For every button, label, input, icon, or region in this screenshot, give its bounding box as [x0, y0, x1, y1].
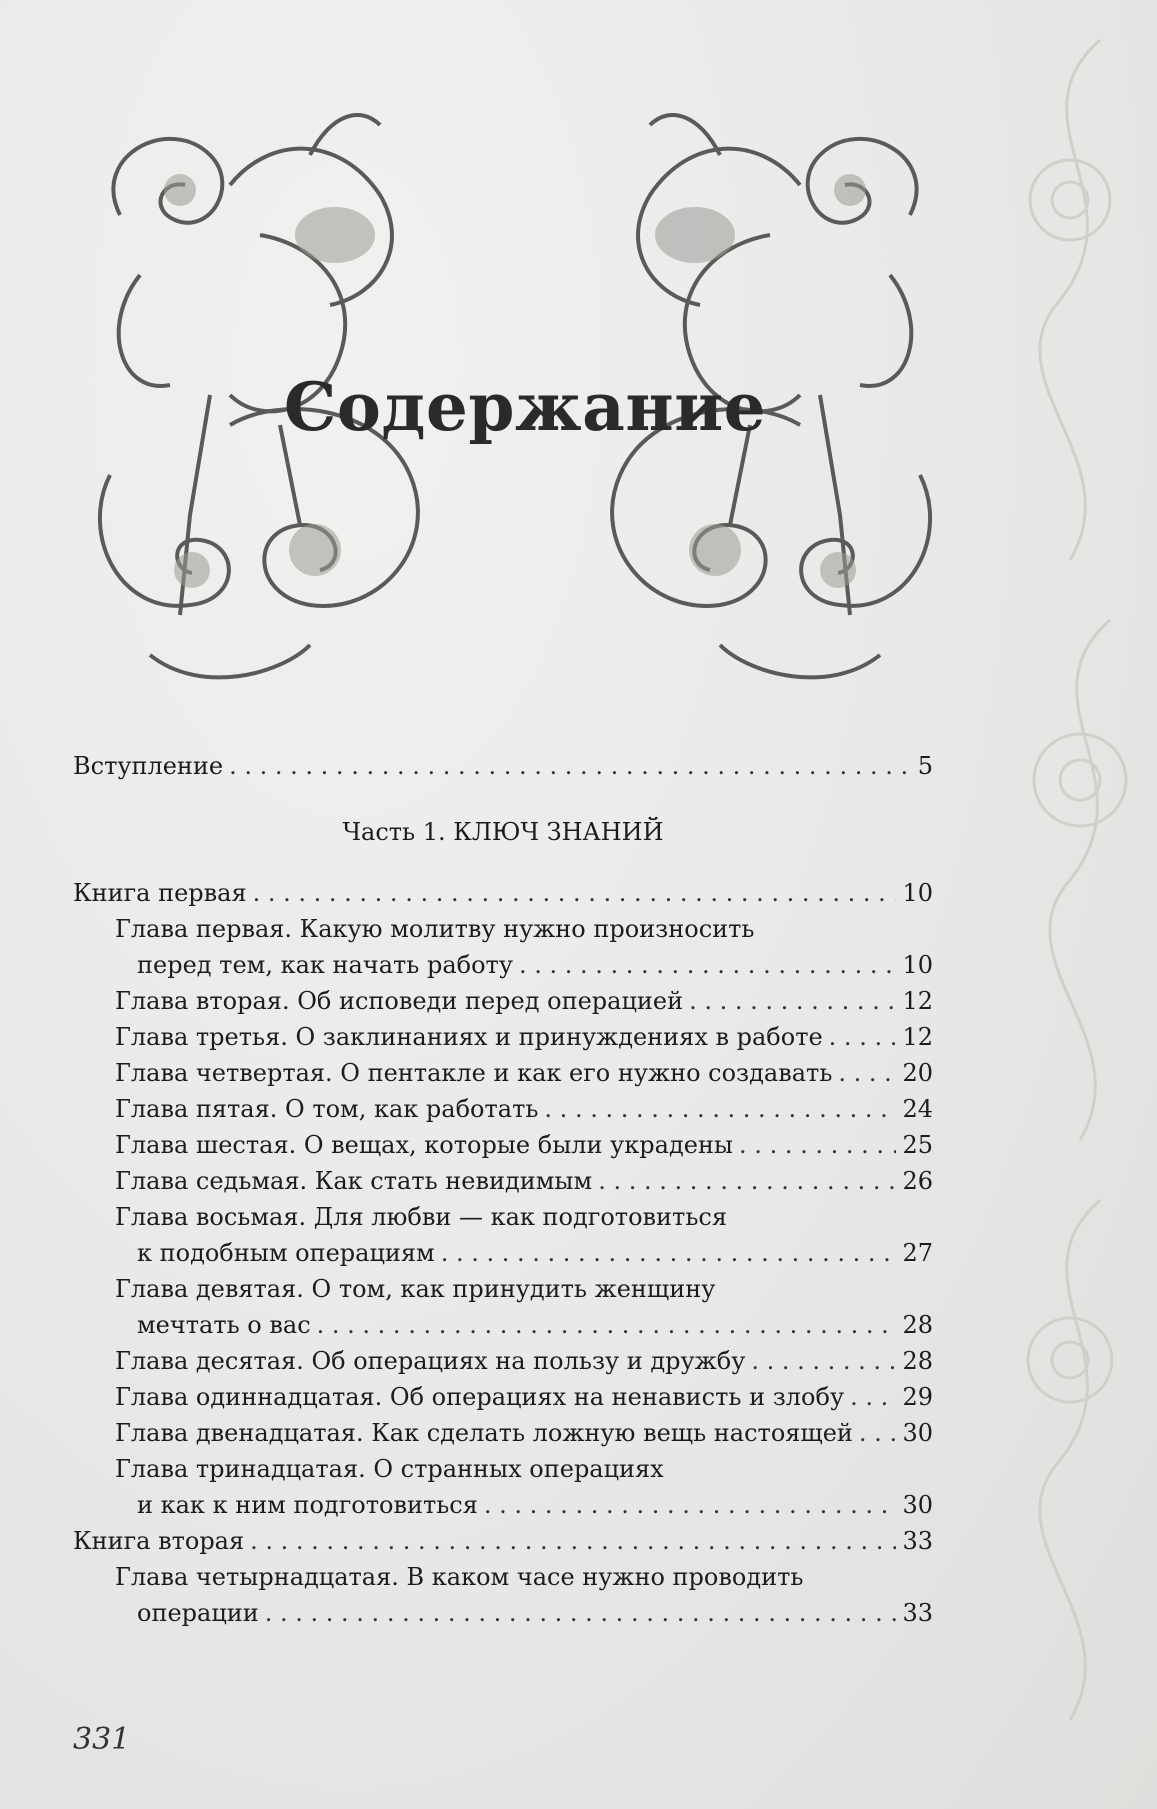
- dot-leader: [544, 1091, 896, 1127]
- toc-page-number: 33: [902, 1599, 933, 1627]
- dot-leader: [751, 1343, 896, 1379]
- toc-entry-chapter-2[interactable]: [115, 983, 933, 1019]
- toc-entry-label: Глава десятая. Об операциях на пользу и дружбу: [115, 1347, 746, 1375]
- toc-entry-label: мечтать о вас: [137, 1311, 311, 1339]
- toc-page-number: 25: [902, 1131, 933, 1159]
- toc-entry-chapter-4[interactable]: [115, 1055, 933, 1091]
- toc-page-number: 5: [917, 752, 933, 780]
- toc-page-number: 27: [902, 1239, 933, 1267]
- dot-leader: [519, 947, 897, 983]
- toc-page-number: 29: [902, 1383, 933, 1411]
- dot-leader: [317, 1307, 897, 1343]
- toc-page-number: 30: [902, 1491, 933, 1519]
- toc-page-number: 28: [902, 1311, 933, 1339]
- toc-entry-label: Глава шестая. О вещах, которые были украдены: [115, 1131, 734, 1159]
- dot-leader: [850, 1379, 896, 1415]
- dot-leader: [829, 1019, 897, 1055]
- dot-leader: [229, 748, 912, 784]
- toc-entry-chapter-3[interactable]: [115, 1019, 933, 1055]
- toc-entry-label: Глава восьмая. Для любви — как подготовиться: [115, 1203, 727, 1231]
- toc-entry-chapter-8-cont[interactable]: [137, 1235, 933, 1271]
- toc-entry-chapter-12[interactable]: [115, 1415, 933, 1451]
- toc-entry-intro[interactable]: [73, 748, 933, 784]
- toc-entry-label: Глава четырнадцатая. В каком часе нужно проводить: [115, 1563, 804, 1591]
- toc-entry-label: Глава тринадцатая. О странных операциях: [115, 1455, 664, 1483]
- dot-leader: [838, 1055, 896, 1091]
- toc-page-number: 26: [902, 1167, 933, 1195]
- toc-entry-chapter-10[interactable]: [115, 1343, 933, 1379]
- part-heading: Часть 1. КЛЮЧ ЗНАНИЙ: [342, 818, 664, 846]
- toc-entry-label: Глава девятая. О том, как принудить женщину: [115, 1275, 716, 1303]
- toc-entry-label: и как к ним подготовиться: [137, 1491, 478, 1519]
- dot-leader: [265, 1595, 897, 1631]
- toc-entry-label: Глава двенадцатая. Как сделать ложную вещь настоящей: [115, 1419, 853, 1447]
- toc-entry-chapter-11[interactable]: [115, 1379, 933, 1415]
- margin-flourish-icon: [950, 0, 1157, 1809]
- toc-entry-label: Вступление: [73, 752, 224, 780]
- toc-entry-label: перед тем, как начать работу: [137, 951, 513, 979]
- dot-leader: [859, 1415, 897, 1451]
- toc-entry-chapter-13[interactable]: [115, 1451, 933, 1487]
- toc-page-number: 12: [902, 987, 933, 1015]
- toc-entry-chapter-1[interactable]: [115, 911, 933, 947]
- toc-entry-chapter-14[interactable]: [115, 1559, 933, 1595]
- toc-entry-label: Глава первая. Какую молитву нужно произносить: [115, 915, 755, 943]
- dot-leader: [441, 1235, 897, 1271]
- toc-entry-label: к подобным операциям: [137, 1239, 435, 1267]
- dot-leader: [253, 875, 897, 911]
- dot-leader: [598, 1163, 896, 1199]
- dot-leader: [739, 1127, 896, 1163]
- toc-entry-label: Глава седьмая. Как стать невидимым: [115, 1167, 593, 1195]
- toc-entry-chapter-14-cont[interactable]: [137, 1595, 933, 1631]
- toc-entry-label: Глава вторая. Об исповеди перед операцией: [115, 987, 684, 1015]
- dot-leader: [250, 1523, 896, 1559]
- toc-entry-chapter-5[interactable]: [115, 1091, 933, 1127]
- toc-entry-chapter-6[interactable]: [115, 1127, 933, 1163]
- toc-page-number: 24: [902, 1095, 933, 1123]
- toc-page-number: 33: [902, 1527, 933, 1555]
- toc-entry-label: Глава одиннадцатая. Об операциях на ненависть и злобу: [115, 1383, 845, 1411]
- toc-entry-chapter-13-cont[interactable]: [137, 1487, 933, 1523]
- toc-page-number: 28: [902, 1347, 933, 1375]
- toc-page-number: 20: [902, 1059, 933, 1087]
- toc-entry-chapter-8[interactable]: [115, 1199, 933, 1235]
- toc-entry-label: Глава четвертая. О пентакле и как его нужно создавать: [115, 1059, 833, 1087]
- toc-entry-book-1[interactable]: [73, 875, 933, 911]
- toc-page-number: 10: [902, 951, 933, 979]
- toc-entry-chapter-9[interactable]: [115, 1271, 933, 1307]
- toc-page-number: 12: [902, 1023, 933, 1051]
- toc-page-number: 30: [902, 1419, 933, 1447]
- page-number: 331: [73, 1722, 131, 1757]
- toc-entry-label: Книга первая: [73, 879, 247, 907]
- page-title: Содержание: [283, 368, 767, 446]
- toc-entry-chapter-9-cont[interactable]: [137, 1307, 933, 1343]
- toc-entry-label: Книга вторая: [73, 1527, 245, 1555]
- dot-leader: [689, 983, 896, 1019]
- toc-entry-chapter-1-cont[interactable]: [137, 947, 933, 983]
- toc-entry-label: Глава третья. О заклинаниях и принуждениях в работе: [115, 1023, 823, 1051]
- toc-entry-chapter-7[interactable]: [115, 1163, 933, 1199]
- toc-page-number: 10: [902, 879, 933, 907]
- toc-entry-book-2[interactable]: [73, 1523, 933, 1559]
- toc-entry-label: операции: [137, 1599, 259, 1627]
- dot-leader: [484, 1487, 897, 1523]
- toc-entry-label: Глава пятая. О том, как работать: [115, 1095, 539, 1123]
